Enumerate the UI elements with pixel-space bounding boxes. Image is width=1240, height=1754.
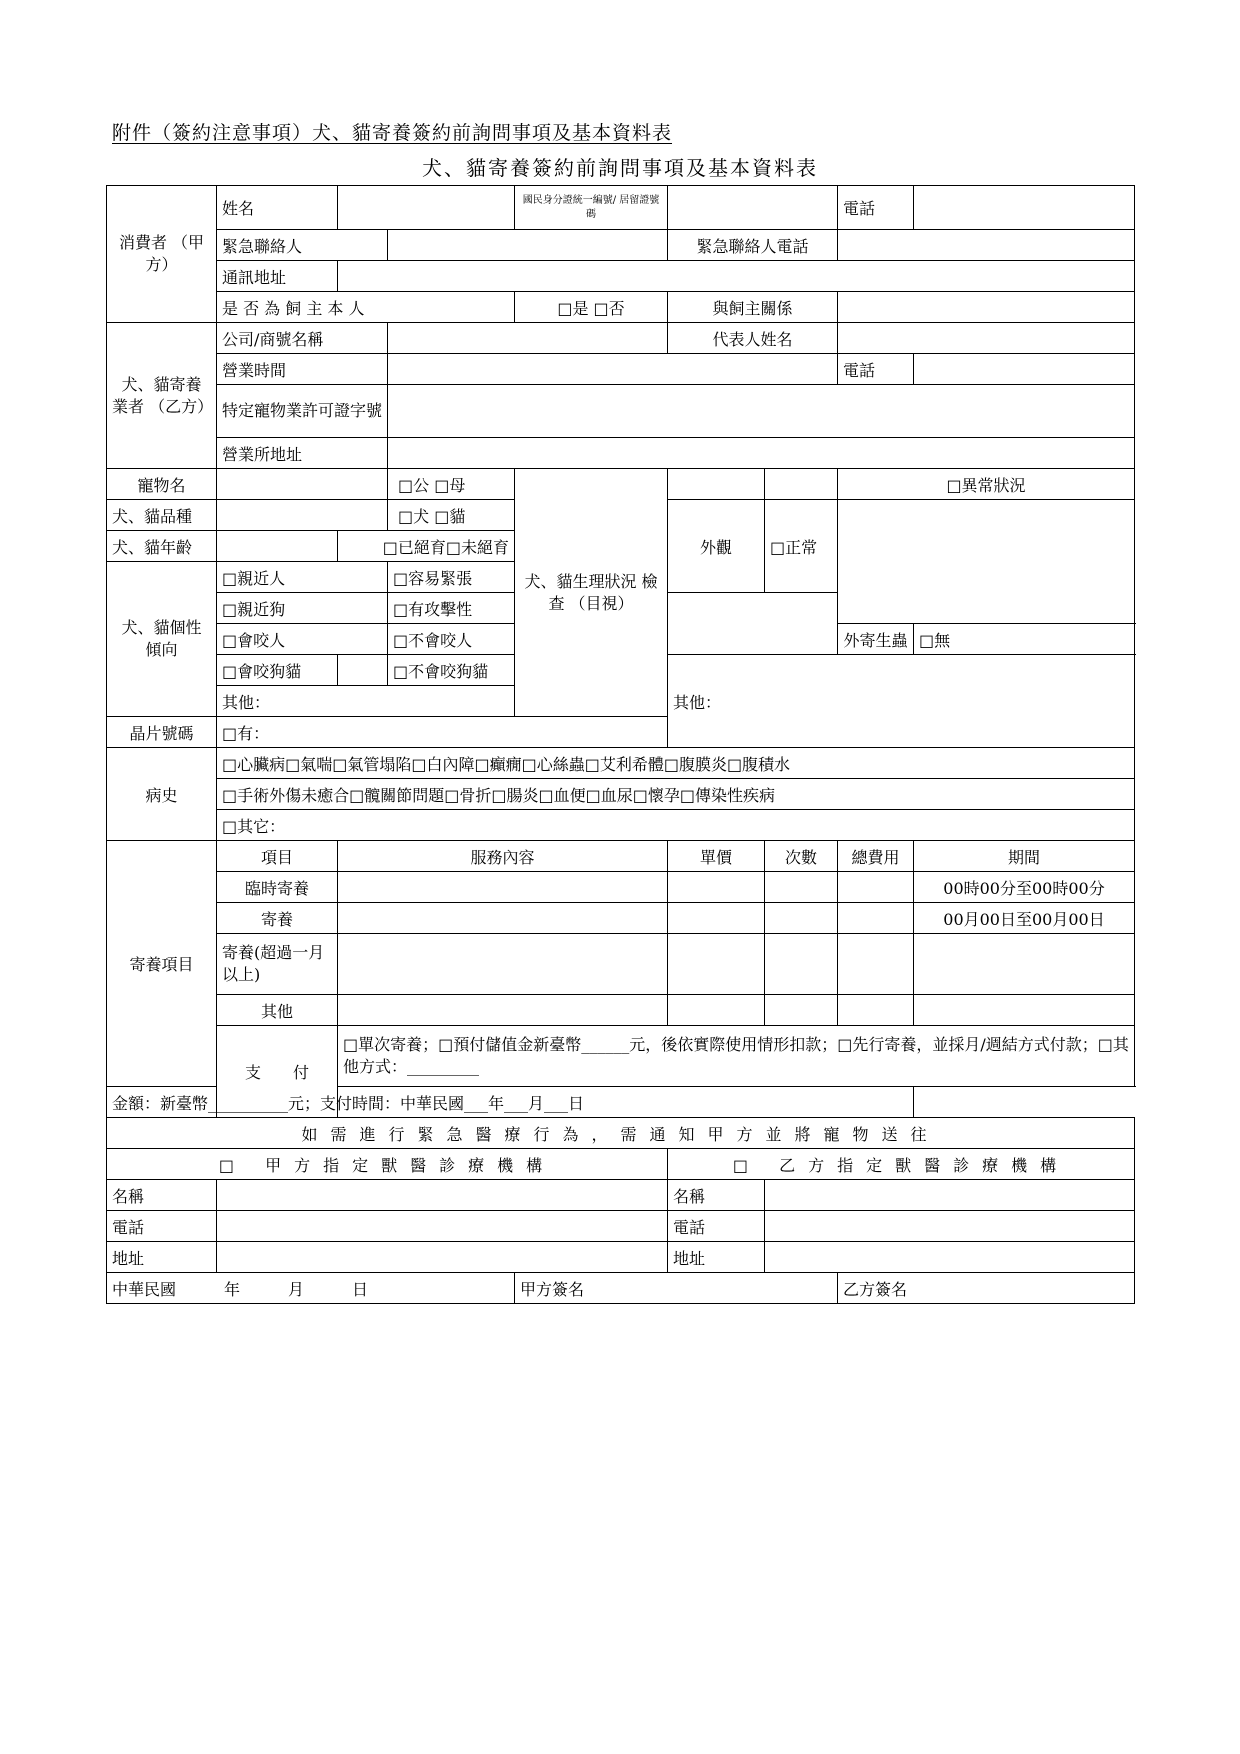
boarding-label: 寄養項目 bbox=[107, 841, 217, 1087]
page-heading: 附件（簽約注意事項）犬、貓寄養簽約前詢問事項及基本資料表 bbox=[112, 122, 673, 144]
boarding-header-price: 單價 bbox=[668, 841, 765, 872]
clinic-b-name-field[interactable] bbox=[765, 1180, 1135, 1211]
parasites-label: 外寄生蟲 bbox=[838, 624, 914, 655]
boarding-item: 寄養 bbox=[217, 903, 338, 934]
species-options[interactable]: □犬 □貓 bbox=[388, 500, 515, 531]
emergency-phone-field[interactable] bbox=[838, 230, 1135, 261]
pet-name-field[interactable] bbox=[217, 469, 388, 500]
boarding-price-field[interactable] bbox=[668, 995, 765, 1026]
boarding-count-field[interactable] bbox=[765, 934, 838, 995]
consumer-id-label: 國民身分證統一編號/ 居留證號碼 bbox=[515, 186, 668, 230]
operator-phone-label: 電話 bbox=[838, 354, 914, 385]
boarding-service-field[interactable] bbox=[338, 934, 668, 995]
clinic-b-address-field[interactable] bbox=[765, 1242, 1135, 1273]
owner-relation-field[interactable] bbox=[838, 292, 1135, 323]
signature-date[interactable]: 中華民國 年 月 日 bbox=[107, 1273, 515, 1304]
permit-field[interactable] bbox=[388, 385, 1135, 438]
boarding-item: 其他 bbox=[217, 995, 338, 1026]
parasites-none-option[interactable]: □無 bbox=[914, 624, 1135, 655]
inspection-label: 犬、貓生理狀況 檢查 （目視） bbox=[515, 469, 668, 717]
operator-group-label: 犬、貓寄養 業者 （乙方） bbox=[107, 323, 217, 469]
boarding-total-field[interactable] bbox=[838, 934, 914, 995]
clinic-a-phone-field[interactable] bbox=[217, 1211, 668, 1242]
trait-aggressive[interactable]: □有攻擊性 bbox=[388, 593, 515, 624]
consumer-address-label: 通訊地址 bbox=[217, 261, 338, 292]
operator-phone-field[interactable] bbox=[914, 354, 1135, 385]
boarding-total-field[interactable] bbox=[838, 872, 914, 903]
company-name-field[interactable] bbox=[388, 323, 668, 354]
pet-name-label: 寵物名 bbox=[107, 469, 217, 500]
boarding-period[interactable]: 00月00日至00月00日 bbox=[914, 903, 1135, 934]
appearance-label: 外觀 bbox=[668, 500, 765, 593]
consumer-group-label: 消費者 （甲方） bbox=[107, 186, 217, 323]
clinic-a-name-label: 名稱 bbox=[107, 1180, 217, 1211]
boarding-header-count: 次數 bbox=[765, 841, 838, 872]
history-line-3[interactable]: □其它： bbox=[217, 810, 1135, 841]
company-name-label: 公司/商號名稱 bbox=[217, 323, 388, 354]
boarding-header-total: 總費用 bbox=[838, 841, 914, 872]
trait-no-bite-people[interactable]: □不會咬人 bbox=[388, 624, 515, 655]
consumer-id-field[interactable] bbox=[668, 186, 838, 230]
age-label: 犬、貓年齡 bbox=[107, 531, 217, 562]
trait-bites-people[interactable]: □會咬人 bbox=[217, 624, 388, 655]
inspection-blank-2 bbox=[765, 469, 838, 500]
trait-friendly-dogs[interactable]: □親近狗 bbox=[217, 593, 388, 624]
clinic-b-address-label: 地址 bbox=[668, 1242, 765, 1273]
abnormal-option[interactable]: □異常狀況 bbox=[838, 469, 1135, 500]
representative-label: 代表人姓名 bbox=[668, 323, 838, 354]
clinic-b-phone-label: 電話 bbox=[668, 1211, 765, 1242]
personality-other[interactable]: 其他： bbox=[217, 686, 515, 717]
emergency-contact-field[interactable] bbox=[388, 230, 668, 261]
owner-relation-label: 與飼主關係 bbox=[668, 292, 838, 323]
is-owner-options[interactable]: □是 □否 bbox=[515, 292, 668, 323]
boarding-service-field[interactable] bbox=[338, 995, 668, 1026]
inspection-blank-1 bbox=[668, 469, 765, 500]
consumer-name-field[interactable] bbox=[338, 186, 515, 230]
boarding-period[interactable]: 00時00分至00時00分 bbox=[914, 872, 1135, 903]
trait-no-bite-animals[interactable]: □不會咬狗貓 bbox=[388, 655, 515, 686]
party-b-clinic-option[interactable]: □ 乙方指定獸醫診療機構 bbox=[668, 1149, 1135, 1180]
payment-amount[interactable]: 金額：新臺幣__________元；支付時間：中華民國___年___月___日 bbox=[107, 1087, 914, 1118]
business-hours-label: 營業時間 bbox=[217, 354, 388, 385]
trait-friendly-people[interactable]: □親近人 bbox=[217, 562, 388, 593]
premises-address-label: 營業所地址 bbox=[217, 438, 388, 469]
boarding-header-period: 期間 bbox=[914, 841, 1135, 872]
boarding-item: 臨時寄養 bbox=[217, 872, 338, 903]
clinic-b-name-label: 名稱 bbox=[668, 1180, 765, 1211]
consumer-phone-label: 電話 bbox=[838, 186, 914, 230]
normal-option[interactable]: □正常 bbox=[765, 500, 838, 593]
emergency-contact-label: 緊急聯絡人 bbox=[217, 230, 388, 261]
boarding-header-item: 項目 bbox=[217, 841, 338, 872]
emergency-phone-label: 緊急聯絡人電話 bbox=[668, 230, 838, 261]
clinic-a-address-label: 地址 bbox=[107, 1242, 217, 1273]
appearance-notes-field[interactable] bbox=[668, 593, 838, 655]
trait-bites-animals[interactable]: □會咬狗貓 bbox=[217, 655, 338, 686]
history-line-2[interactable]: □手術外傷未癒合□髖關節問題□骨折□腸炎□血便□血尿□懷孕□傳染性疾病 bbox=[217, 779, 1135, 810]
consumer-phone-field[interactable] bbox=[914, 186, 1135, 230]
neutered-options[interactable]: □已絕育□未絕育 bbox=[338, 531, 515, 562]
trait-nervous[interactable]: □容易緊張 bbox=[388, 562, 515, 593]
payment-methods[interactable]: □單次寄養；□預付儲值金新臺幣______元，後依實際使用情形扣款；□先行寄養，並採月/週結方式付款；□其他方式：_________ bbox=[338, 1026, 1135, 1087]
boarding-count-field[interactable] bbox=[765, 995, 838, 1026]
breed-field[interactable] bbox=[217, 500, 388, 531]
clinic-b-phone-field[interactable] bbox=[765, 1211, 1135, 1242]
premises-address-field[interactable] bbox=[388, 438, 1135, 469]
boarding-total-field[interactable] bbox=[838, 903, 914, 934]
chip-field[interactable]: □有： bbox=[217, 717, 668, 748]
party-a-clinic-option[interactable]: □ 甲方指定獸醫診療機構 bbox=[107, 1149, 668, 1180]
permit-label: 特定寵物業許可證字號 bbox=[217, 385, 388, 438]
boarding-period-field[interactable] bbox=[914, 995, 1135, 1026]
clinic-a-name-field[interactable] bbox=[217, 1180, 668, 1211]
boarding-count-field[interactable] bbox=[765, 903, 838, 934]
boarding-total-field[interactable] bbox=[838, 995, 914, 1026]
business-hours-field[interactable] bbox=[388, 354, 838, 385]
emergency-notice: 如需進行緊急醫療行為，需通知甲方並將寵物送往 bbox=[107, 1118, 1135, 1149]
personality-label: 犬、貓個性 傾向 bbox=[107, 562, 217, 717]
history-line-1[interactable]: □心臟病□氣喘□氣管塌陷□白內障□癲癇□心絲蟲□艾利希體□腹膜炎□腹積水 bbox=[217, 748, 1135, 779]
abnormal-details-field[interactable] bbox=[838, 500, 1135, 624]
boarding-count-field[interactable] bbox=[765, 872, 838, 903]
consumer-name-label: 姓名 bbox=[217, 186, 338, 230]
party-a-signature[interactable]: 甲方簽名 bbox=[515, 1273, 838, 1304]
boarding-price-field[interactable] bbox=[668, 903, 765, 934]
consumer-address-field[interactable] bbox=[338, 261, 1135, 292]
boarding-period-field[interactable] bbox=[914, 934, 1135, 995]
form-title: 犬、貓寄養簽約前詢問事項及基本資料表 bbox=[422, 156, 818, 180]
inspection-other[interactable]: 其他： bbox=[668, 655, 1135, 748]
boarding-item: 寄養(超過一月以上) bbox=[217, 934, 338, 995]
history-label: 病史 bbox=[107, 748, 217, 841]
is-owner-label: 是 否 為 飼 主 本 人 bbox=[217, 292, 515, 323]
age-field[interactable] bbox=[217, 531, 338, 562]
boarding-service-field[interactable] bbox=[338, 872, 668, 903]
payment-label: 支 付 bbox=[217, 1026, 338, 1118]
boarding-price-field[interactable] bbox=[668, 872, 765, 903]
party-b-signature[interactable]: 乙方簽名 bbox=[838, 1273, 1135, 1304]
pet-boarding-form bbox=[106, 185, 1135, 1304]
boarding-header-service: 服務內容 bbox=[338, 841, 668, 872]
trait-blank bbox=[338, 655, 388, 686]
boarding-price-field[interactable] bbox=[668, 934, 765, 995]
chip-label: 晶片號碼 bbox=[107, 717, 217, 748]
clinic-a-address-field[interactable] bbox=[217, 1242, 668, 1273]
pet-sex-options[interactable]: □公 □母 bbox=[388, 469, 515, 500]
boarding-service-field[interactable] bbox=[338, 903, 668, 934]
representative-field[interactable] bbox=[838, 323, 1135, 354]
clinic-a-phone-label: 電話 bbox=[107, 1211, 217, 1242]
breed-label: 犬、貓品種 bbox=[107, 500, 217, 531]
